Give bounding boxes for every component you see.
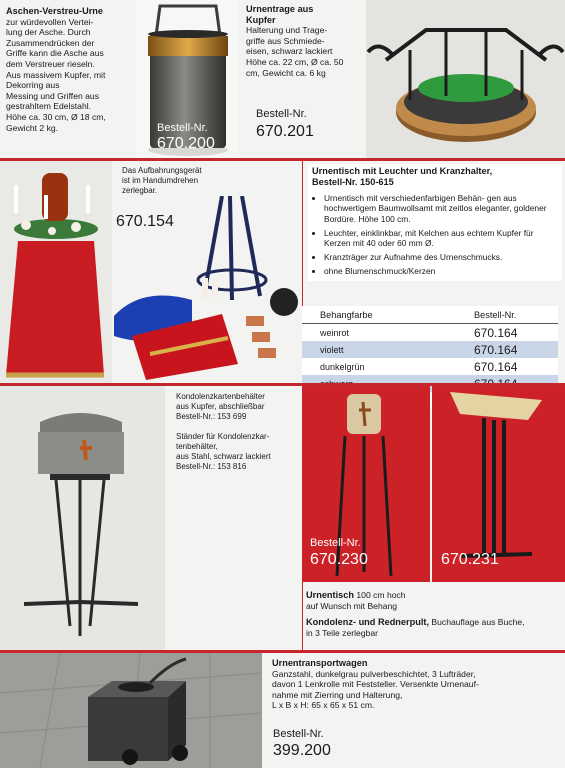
condolence-box-photo — [0, 386, 165, 650]
lectern-order-no: 670.231 — [441, 551, 499, 568]
lectern-title: Kondolenz- und Rednerpult, — [306, 617, 429, 628]
transport-title: Urnentransportwagen — [272, 658, 368, 668]
text-line: Zusammendrücken der — [6, 37, 95, 48]
text-line: lung der Asche. Durch — [6, 27, 91, 38]
transport-text — [272, 658, 562, 711]
assembly-parts-photo — [112, 196, 302, 383]
urn-scatter-order-label: Bestell-Nr. — [157, 122, 208, 134]
text-line: in 3 Teile zerlegbar — [306, 627, 378, 638]
text-line: Ganzstahl, dunkelgrau pulverbeschichtet, 3 Lufträder, — [272, 668, 476, 679]
urn-carrier-title-2: Kupfer — [246, 14, 276, 25]
feature-item: • Kranzträger zur Aufnahme des Urnenschmucks. — [324, 252, 562, 262]
table-header: Bestell-Nr. — [470, 306, 558, 324]
stand-order-no: 670.230 — [310, 551, 368, 568]
table-row — [302, 358, 558, 375]
text-line: dem Verstreuer rieseln. — [6, 58, 95, 69]
text-line: Kondolenzkartenbehälter — [176, 392, 265, 401]
text-line: cm, Gewicht ca. 6 kg — [246, 67, 326, 78]
urn-table-2-text — [306, 590, 562, 638]
text-line: Griffe kann die Asche aus — [6, 48, 104, 59]
text-line: davon 1 Lenkrolle mit Feststeller. Versenkte Urnenauf- — [272, 679, 479, 690]
urn-table-panel — [308, 164, 562, 281]
stands-order-label: Bestell-Nr. — [310, 537, 361, 549]
urn-carrier-title: Urnentrage aus — [246, 4, 314, 14]
urn-carrier-text — [246, 4, 366, 78]
text-line: Halterung und Trage- — [246, 25, 328, 36]
text-line: griffe aus Schmiede- — [246, 35, 325, 46]
text-line: eisen, schwarz lackiert — [246, 46, 333, 57]
urn-carrier-photo — [366, 0, 565, 158]
table-row — [302, 324, 558, 342]
text-line: gestrahltem Edelstahl. — [6, 101, 92, 112]
text-line: Das Aufbahrungsgerät — [122, 166, 202, 175]
text-line: Höhe ca. 30 cm, Ø 18 cm, — [6, 111, 106, 122]
transport-order-label: Bestell-Nr. — [273, 728, 324, 740]
condolence-text — [176, 392, 300, 472]
text-line: zerlegbar. — [122, 186, 158, 195]
table-cell: 670.164 — [470, 341, 558, 358]
table-header: Behangfarbe — [302, 306, 470, 324]
urn-candle-stand-order-no: 670.154 — [116, 213, 174, 230]
table-cell: 670.164 — [470, 358, 558, 375]
text-line: L x B x H: 65 x 65 x 51 cm. — [272, 700, 375, 711]
text-line: Gewicht 2 kg. — [6, 122, 59, 133]
urn-table-title-2: Bestell-Nr. 150-615 — [312, 176, 394, 187]
urn-carrier-order-label: Bestell-Nr. — [256, 108, 307, 120]
feature-item: • Urnentisch mit verschiedenfarbigen Behän- gen aus hochwertigem Baumwollsamt mit zeitlos eleganter, goldener Bordüre. Höhe 100 cm. — [324, 193, 562, 224]
text-line: tenbehälter, — [176, 442, 218, 451]
table-cell: 670.164 — [470, 324, 558, 342]
urn-table-features — [308, 193, 562, 276]
urn-scatter-text — [6, 6, 141, 133]
text-line: zur würdevollen Vertei- — [6, 16, 94, 27]
urn-candle-stand-photo — [0, 161, 112, 383]
table-row — [302, 341, 558, 358]
table-cell: weinrot — [302, 324, 470, 342]
text-line: nahme mit Zierring und Halterung, — [272, 689, 403, 700]
text-line: Aus massivem Kupfer, mit — [6, 69, 106, 80]
feature-item: • ohne Blumenschmuck/Kerzen — [324, 266, 562, 276]
text-line: Ständer für Kondolenzkar- — [176, 432, 270, 441]
table-cell: violett — [302, 341, 470, 358]
urn-scatter-title: Aschen-Verstreu-Urne — [6, 6, 104, 16]
text-line: auf Wunsch mit Behang — [306, 600, 398, 611]
transport-cart-photo — [0, 653, 262, 768]
text-line: Höhe ca. 22 cm, Ø ca. 50 — [246, 56, 344, 67]
urn-table-title: Urnentisch mit Leuchter und Kranzhalter, — [312, 166, 493, 176]
text-line: Messing und Griffen aus — [6, 90, 99, 101]
text-line: ist im Handumdrehen — [122, 176, 199, 185]
transport-order-no: 399.200 — [273, 742, 331, 759]
feature-item: • Leuchter, einklinkbar, mit Kelchen aus echtem Kupfer für Kerzen mit 40 oder 60 mm Ø. — [324, 228, 562, 248]
text-line: aus Stahl, schwarz lackiert — [176, 452, 271, 461]
assembly-text — [122, 166, 232, 196]
urn-carrier-order-no: 670.201 — [256, 123, 314, 140]
text-line: Dekorring aus — [6, 80, 60, 91]
table-cell: dunkelgrün — [302, 358, 470, 375]
urn-scatter-order-no: 670.200 — [157, 135, 215, 152]
text-line: 100 cm hoch — [354, 590, 406, 600]
text-line: Buchauflage aus Buche, — [429, 617, 525, 628]
urn-table-2-title: Urnentisch — [306, 590, 354, 600]
text-line: Bestell-Nr.: 153 816 — [176, 462, 247, 471]
text-line: aus Kupfer, abschließbar — [176, 402, 265, 411]
text-line: Bestell-Nr.: 153 699 — [176, 412, 247, 421]
